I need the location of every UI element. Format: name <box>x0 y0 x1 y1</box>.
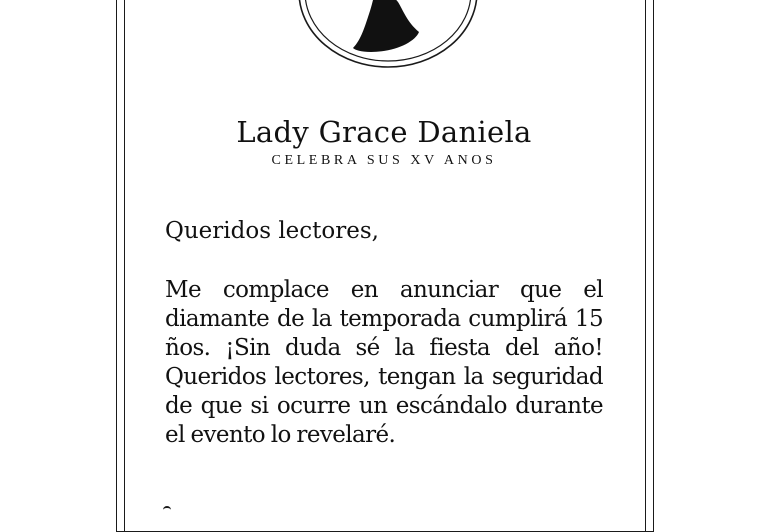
next-paragraph-fragment <box>163 506 171 514</box>
letter-body: Me complace en anunciar que el diamante de la temporada cumplirá 15 ños. ¡Sin duda sé la fiesta del año! Queridos lectores, tengan la seguridad de que si ocurre un escándalo durante el evento lo revelaré. <box>165 277 603 448</box>
celebrant-name: Lady Grace Daniela <box>236 115 532 149</box>
lady-silhouette-icon <box>297 0 479 68</box>
celebration-subtitle: CELEBRA SUS XV ANOS <box>271 153 497 168</box>
page-border-inner <box>124 0 646 532</box>
letter-greeting: Queridos lectores, <box>165 218 379 244</box>
